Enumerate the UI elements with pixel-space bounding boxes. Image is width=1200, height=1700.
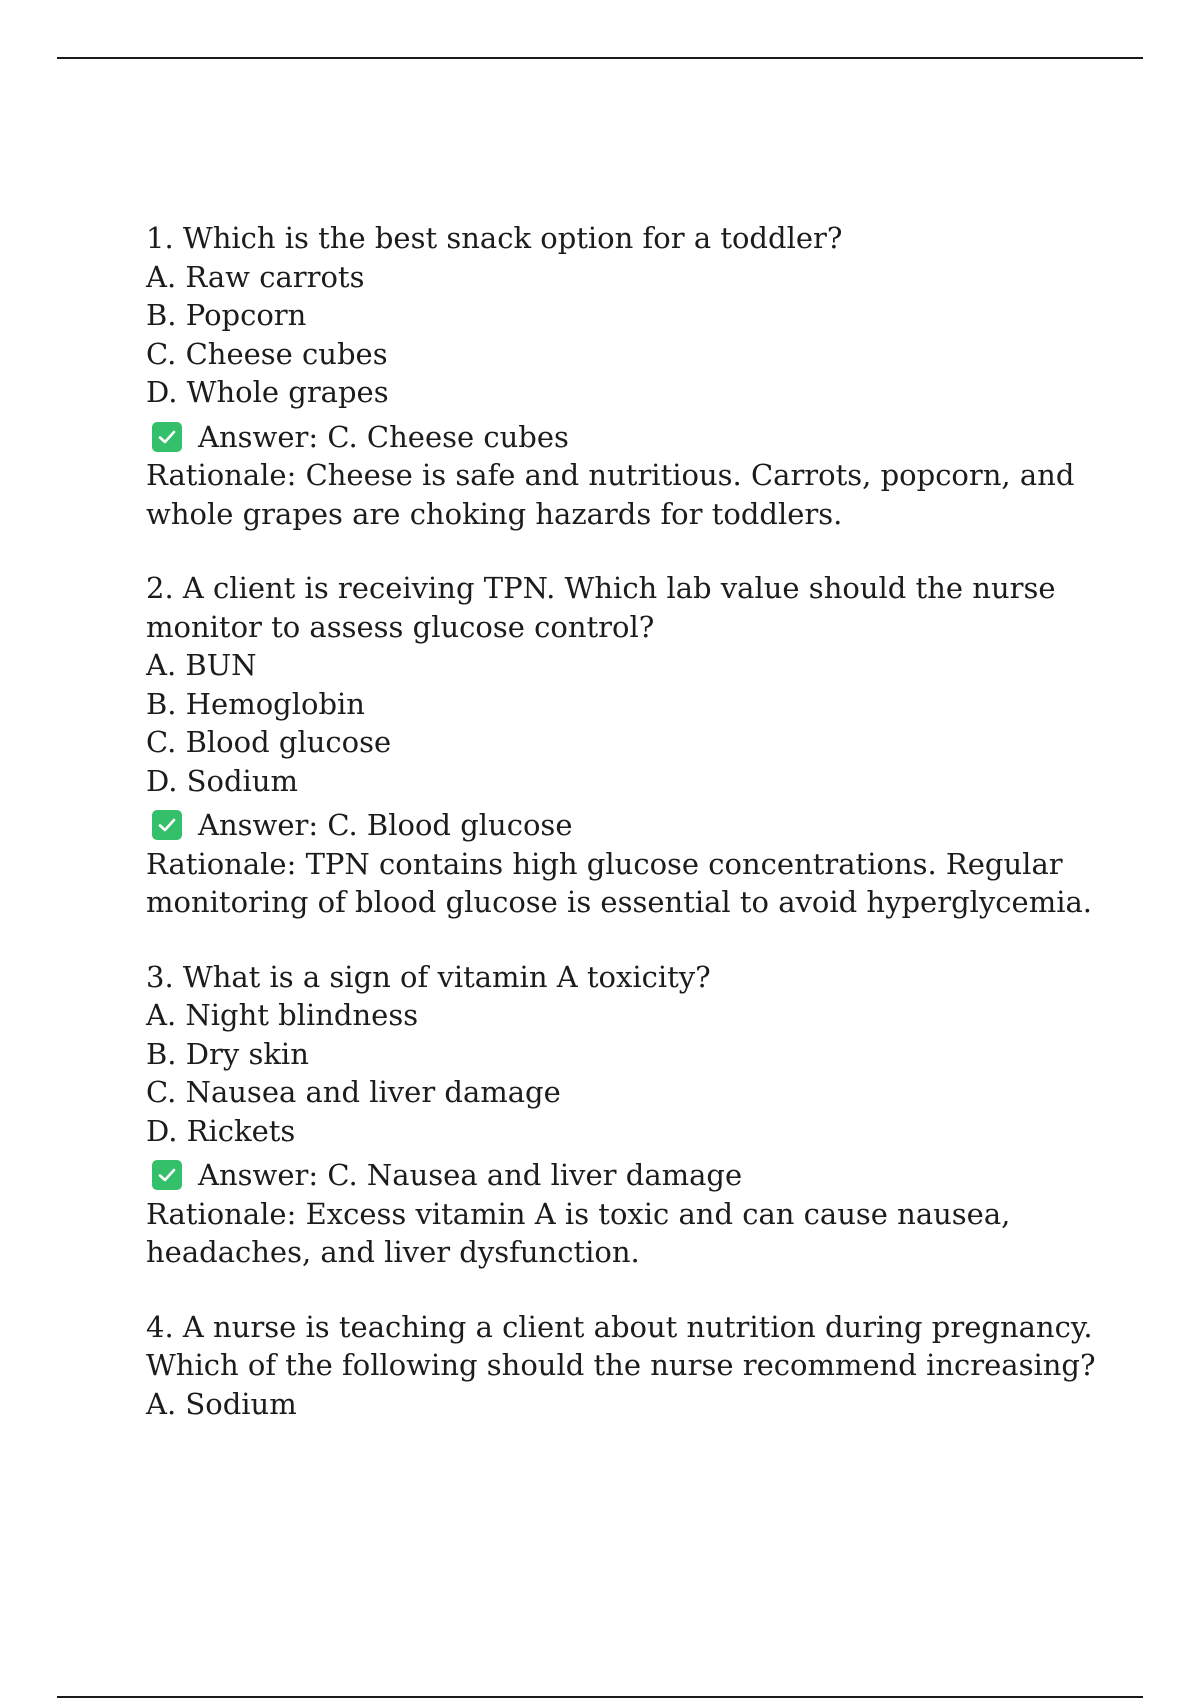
bottom-rule: [57, 1696, 1143, 1698]
option-a: A. Night blindness: [146, 998, 419, 1032]
option-d: D. Sodium: [146, 763, 298, 798]
option-a: A. BUN: [146, 648, 257, 682]
question-4: [146, 1308, 1106, 1424]
option-d: D. Whole grapes: [146, 375, 389, 409]
option-b: B. Popcorn: [146, 298, 307, 332]
rationale-text: Rationale: Cheese is safe and nutritious. Carrots, popcorn, and whole grapes are choking hazards for toddlers.: [146, 458, 1075, 531]
document-body: [146, 219, 1106, 1459]
answer-row: [146, 806, 1106, 845]
answer-text: Answer: C. Nausea and liver damage: [198, 1158, 743, 1192]
answer-text: Answer: C. Blood glucose: [198, 808, 573, 842]
question-prompt: 1. Which is the best snack option for a toddler?: [146, 221, 843, 255]
option-a: A. Sodium: [146, 1386, 297, 1421]
rationale-text: Rationale: TPN contains high glucose concentrations. Regular monitoring of blood glucose is essential to avoid hyperglycemia.: [146, 846, 1092, 919]
option-b: B. Dry skin: [146, 1036, 309, 1071]
option-d: D. Rickets: [146, 1113, 296, 1148]
question-3: [146, 958, 1106, 1272]
question-prompt: 3. What is a sign of vitamin A toxicity?: [146, 959, 711, 994]
answer-row: [146, 1156, 1106, 1195]
question-2: [146, 569, 1106, 922]
option-a: A. Raw carrots: [146, 259, 365, 294]
option-c: C. Cheese cubes: [146, 336, 388, 371]
top-rule: [57, 57, 1143, 59]
option-c: C. Nausea and liver damage: [146, 1075, 561, 1109]
answer-text: Answer: C. Cheese cubes: [198, 419, 569, 454]
question-1: [146, 219, 1106, 533]
check-mark-icon: [152, 422, 182, 452]
answer-row: [146, 418, 1106, 457]
option-c: C. Blood glucose: [146, 725, 392, 759]
question-prompt: 4. A nurse is teaching a client about nutrition during pregnancy. Which of the following should the nurse recommend increasing?: [146, 1309, 1096, 1382]
question-prompt: 2. A client is receiving TPN. Which lab value should the nurse monitor to assess glucose control?: [146, 571, 1056, 644]
rationale-text: Rationale: Excess vitamin A is toxic and can cause nausea, headaches, and liver dysfunction.: [146, 1196, 1011, 1269]
check-mark-icon: [152, 810, 182, 840]
option-b: B. Hemoglobin: [146, 686, 365, 721]
check-mark-icon: [152, 1160, 182, 1190]
